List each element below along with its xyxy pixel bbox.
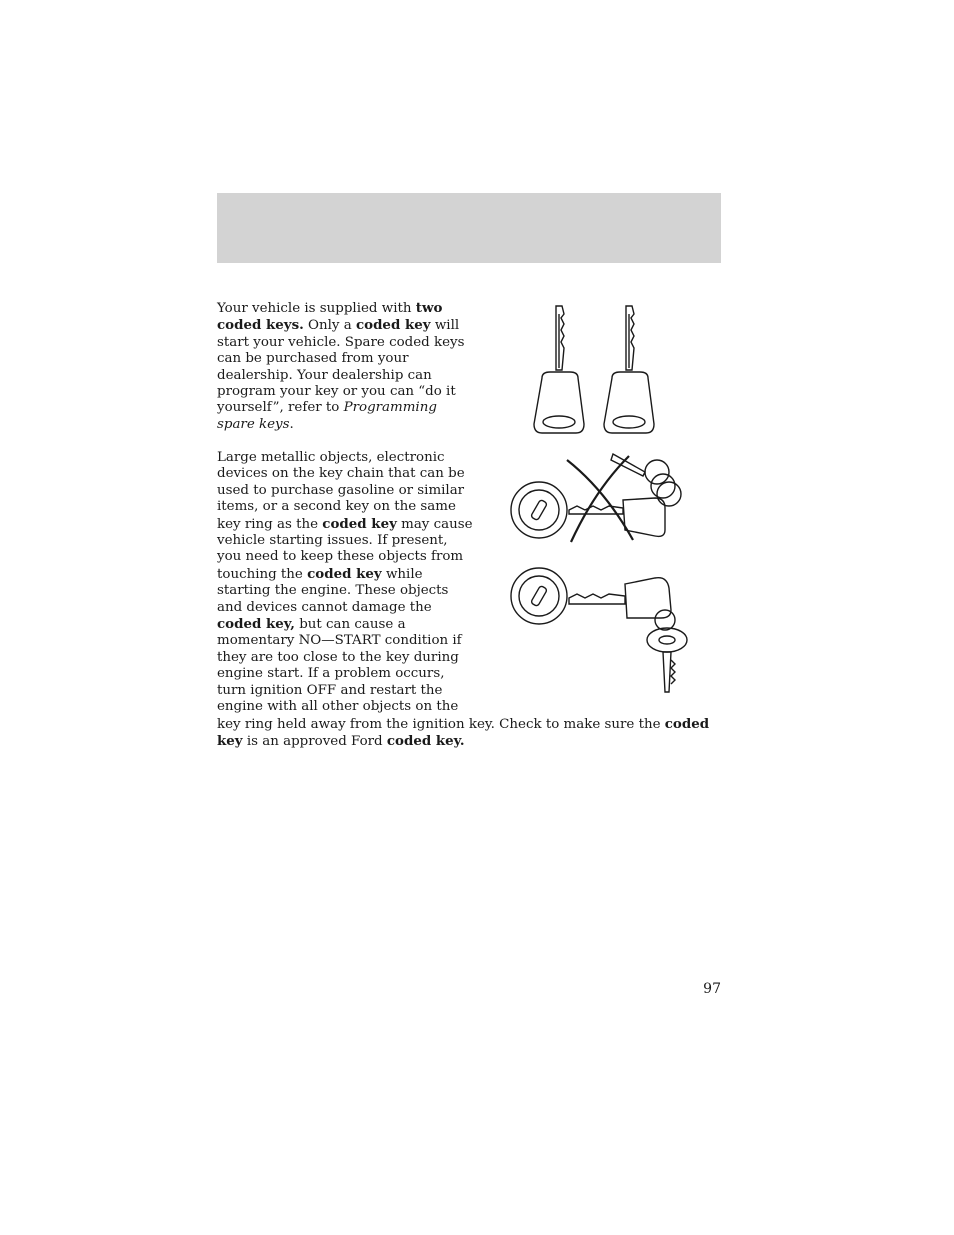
header-band xyxy=(217,193,721,263)
text-span: Large metallic objects, electronic devices on the key chain that can be used to purchase gasoline or similar items, or a second key on the same key ring as the xyxy=(217,450,465,532)
text-span: but can cause a momentary NO—START condition if they are too close to the key during engine start. If a problem occurs, turn ignition OFF and restart the engine with all other objects on the key ring held away from the ignition key. Check to make sure the xyxy=(217,617,665,732)
bold-span: coded key xyxy=(322,515,397,532)
text-span: Only a xyxy=(303,318,356,334)
key-ring-held-away-icon xyxy=(505,560,695,700)
bold-span: coded key xyxy=(217,715,710,749)
bold-span: coded key xyxy=(307,565,382,582)
bold-span: coded key. xyxy=(386,732,465,749)
text-span: while starting the engine. These objects and devices cannot damage the xyxy=(217,566,449,615)
text-span: . xyxy=(289,416,294,432)
italic-reference: Programming spare keys xyxy=(217,400,437,432)
text-span: will start your vehicle. Spare coded keys can be purchased from your dealership. Your dealership can program your key or you can “do it yourself”, refer to xyxy=(217,318,465,416)
bold-span: coded key xyxy=(355,317,431,334)
page-number: 97 xyxy=(703,981,721,997)
bold-span: two coded keys. xyxy=(217,300,443,334)
key-ring-too-close-crossed-icon xyxy=(505,450,690,550)
text-span: is an approved Ford xyxy=(242,733,387,749)
text-span: may cause vehicle starting issues. If present, you need to keep these objects from touching the xyxy=(217,516,473,582)
paragraph-coded-keys xyxy=(217,300,473,433)
two-coded-keys-icon xyxy=(528,300,664,440)
text-span: Your vehicle is supplied with xyxy=(217,301,416,316)
bold-span: coded key, xyxy=(217,616,295,633)
